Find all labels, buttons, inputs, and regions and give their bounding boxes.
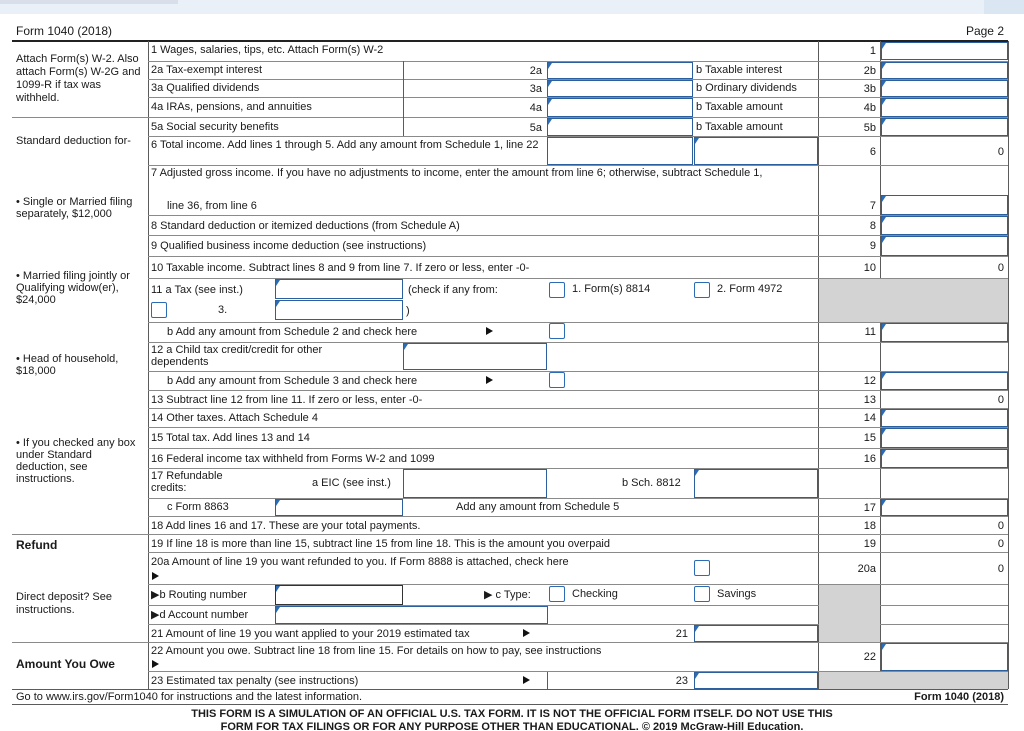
line-14-num: 14	[863, 412, 876, 424]
line-5b-label: b Taxable amount	[696, 121, 783, 133]
attach-note: Attach Form(s) W-2. Also attach Form(s) W-2G and 1099-R if tax was withheld.	[16, 53, 141, 104]
line-2b-input[interactable]	[881, 62, 1008, 79]
page-number: Page 2	[965, 24, 1004, 38]
line-20a-label: 20a Amount of line 19 you want refunded to you. If Form 8888 is attached, check here	[151, 556, 569, 568]
line-21-num: 21	[675, 628, 688, 640]
std-deduction-label: Standard deduction for-	[16, 135, 131, 147]
line-5a-num: 5a	[529, 122, 542, 134]
line-22-num: 22	[863, 651, 876, 663]
col-rule	[403, 61, 404, 136]
row-rule	[148, 448, 1008, 449]
line-21-input[interactable]	[694, 625, 818, 642]
refund-rule	[12, 534, 148, 535]
line-7-num: 7	[869, 200, 876, 212]
line-13-label: 13 Subtract line 12 from line 11. If zero or less, enter -0-	[151, 394, 423, 406]
savings-label: Savings	[717, 588, 757, 600]
line-5b-input[interactable]	[881, 118, 1008, 136]
line-10-label: 10 Taxable income. Subtract lines 8 and 9 from line 7. If zero or less, enter -0-	[151, 262, 530, 274]
row-rule	[148, 534, 1008, 535]
std-married: • Married filing jointly or Qualifying widow(er), $24,000	[16, 270, 130, 306]
form-4972-checkbox[interactable]	[694, 282, 710, 298]
account-number-input[interactable]	[275, 606, 548, 624]
line-11a-tax-input[interactable]	[275, 279, 403, 299]
form-8888-checkbox[interactable]	[694, 560, 710, 576]
std-single: • Single or Married filing separately, $12,000	[16, 196, 133, 220]
line-3b-label: b Ordinary dividends	[696, 82, 797, 94]
line-1-input[interactable]	[881, 42, 1008, 60]
line-23-num: 23	[675, 675, 688, 687]
line-4b-input[interactable]	[881, 98, 1008, 117]
line-1-label: 1 Wages, salaries, tips, etc. Attach Form(s) W-2	[151, 44, 384, 56]
form-4972-label: 2. Form 4972	[717, 283, 783, 295]
disclaimer-line-2: FORM FOR TAX FILINGS OR FOR ANY PURPOSE OTHER THAN EDUCATIONAL. © 2019 McGraw-Hill Education.	[220, 721, 804, 731]
line-15-label: 15 Total tax. Add lines 13 and 14	[151, 432, 310, 444]
line-11-input[interactable]	[881, 323, 1008, 342]
line-13-num: 13	[863, 394, 876, 406]
bottom-rule	[12, 689, 1008, 690]
line-19-num: 19	[863, 538, 876, 550]
checking-checkbox[interactable]	[549, 586, 565, 602]
form-8814-checkbox[interactable]	[549, 282, 565, 298]
owe-rule	[12, 642, 148, 643]
line-3a-label: 3a Qualified dividends	[151, 82, 260, 94]
line-12a-label: 12 a Child tax credit/credit for other dependents	[151, 344, 323, 368]
line-11a-close: )	[406, 305, 410, 317]
line-10-num: 10	[863, 262, 876, 274]
line-17b-label: b Sch. 8812	[622, 477, 681, 489]
row-rule	[148, 468, 1008, 469]
shaded-20	[819, 585, 880, 642]
line-22-input[interactable]	[881, 643, 1008, 671]
line-11-num: 11	[864, 326, 876, 338]
line-5a-label: 5a Social security benefits	[151, 121, 279, 133]
form-other-label: 3.	[218, 304, 228, 316]
line-18-num: 18	[863, 520, 876, 532]
footer-rule	[12, 704, 1008, 705]
line-12b-label: b Add any amount from Schedule 3 and check here	[167, 375, 418, 387]
row-rule	[148, 390, 1008, 391]
line-6-blank-box	[547, 137, 693, 165]
form-title: Form 1040 (2018)	[16, 24, 113, 38]
line-14-input[interactable]	[881, 409, 1008, 427]
line-6-value: 0	[997, 146, 1004, 158]
row-rule	[148, 342, 1008, 343]
line-3a-num: 3a	[529, 83, 542, 95]
line-12-num: 12	[863, 375, 876, 387]
amount-col-divider-mid	[880, 41, 881, 689]
line-3a-input[interactable]	[547, 80, 693, 97]
row-rule	[148, 427, 1008, 428]
footer-form-title: Form 1040 (2018)	[914, 691, 1004, 703]
line-15-input[interactable]	[881, 428, 1008, 448]
line-23-label: 23 Estimated tax penalty (see instructions)	[151, 675, 359, 687]
line-9-num: 9	[869, 240, 876, 252]
line-4a-input[interactable]	[547, 98, 693, 117]
shaded-11a	[819, 279, 1008, 322]
form-other-checkbox[interactable]	[151, 302, 167, 318]
line-11a-label: 11 a Tax (see inst.)	[151, 284, 243, 296]
line-10-value: 0	[997, 262, 1004, 274]
line-3b-num: 3b	[863, 83, 876, 95]
line-1-num: 1	[869, 45, 876, 57]
left-col-divider	[148, 41, 149, 689]
direct-deposit-note: Direct deposit? See instructions.	[16, 591, 112, 616]
routing-number-input[interactable]	[275, 585, 403, 605]
row-rule	[148, 408, 1008, 409]
line-16-num: 16	[863, 453, 876, 465]
line-2b-num: 2b	[863, 65, 876, 77]
checking-label: Checking	[572, 588, 618, 600]
left-rule	[12, 117, 148, 118]
row-rule	[148, 165, 1008, 166]
line-19-value: 0	[997, 538, 1004, 550]
col-rule	[547, 672, 548, 689]
line-17d-label: Add any amount from Schedule 5	[456, 501, 620, 513]
row-rule	[148, 256, 1008, 257]
line-22-label: 22 Amount you owe. Subtract line 18 from line 15. For details on how to pay, see instructions	[151, 645, 602, 657]
row-rule	[148, 642, 1008, 643]
line-9-label: 9 Qualified business income deduction (see instructions)	[151, 240, 427, 252]
arrow-icon	[486, 376, 493, 384]
line-17b-input[interactable]	[694, 469, 818, 498]
line-3b-input[interactable]	[881, 80, 1008, 97]
amount-col-divider-right	[1008, 41, 1009, 689]
shaded-23	[819, 672, 1008, 689]
arrow-icon	[486, 327, 493, 335]
line-20c-label: ▶ c Type:	[484, 589, 531, 601]
line-14-label: 14 Other taxes. Attach Schedule 4	[151, 412, 318, 424]
line-6-label: 6 Total income. Add lines 1 through 5. Add any amount from Schedule 1, line 22	[151, 139, 539, 151]
header-rule	[12, 40, 1008, 42]
line-16-input[interactable]	[881, 449, 1008, 468]
line-5a-input[interactable]	[547, 118, 693, 136]
line-2a-label: 2a Tax-exempt interest	[151, 64, 263, 76]
disclaimer-line-1: THIS FORM IS A SIMULATION OF AN OFFICIAL U.S. TAX FORM. IT IS NOT THE OFFICIAL FORM ITSELF. DO NOT USE THIS	[191, 708, 833, 720]
amount-owe-heading: Amount You Owe	[16, 657, 115, 671]
row-rule	[148, 552, 1008, 553]
line-4b-label: b Taxable amount	[696, 101, 783, 113]
line-12-input[interactable]	[881, 372, 1008, 390]
line-7-label-cont: line 36, from line 6	[167, 200, 257, 212]
line-7-input[interactable]	[881, 195, 1008, 215]
line-20d-label: ▶d Account number	[151, 609, 249, 621]
std-checked: • If you checked any box under Standard deduction, see instructions.	[16, 437, 136, 485]
arrow-icon	[523, 629, 530, 637]
line-20a-num: 20a	[857, 563, 876, 575]
line-4b-num: 4b	[863, 102, 876, 114]
line-17-label: 17 Refundable credits:	[151, 470, 223, 494]
line-6-mid-input[interactable]	[694, 137, 818, 165]
line-8-input[interactable]	[881, 216, 1008, 235]
arrow-icon	[523, 676, 530, 684]
line-12a-input[interactable]	[403, 343, 547, 370]
footer-instructions: Go to www.irs.gov/Form1040 for instructions and the latest information.	[16, 691, 363, 703]
line-17a-label: a EIC (see inst.)	[312, 477, 391, 489]
line-17c-label: c Form 8863	[167, 501, 229, 513]
std-hoh: • Head of household, $18,000	[16, 353, 119, 377]
line-23-input[interactable]	[694, 672, 818, 689]
line-20b-label: ▶b Routing number	[151, 589, 247, 601]
line-17a-input[interactable]	[403, 469, 547, 498]
line-5b-num: 5b	[863, 122, 876, 134]
row-rule	[148, 371, 1008, 372]
line-18-value: 0	[997, 520, 1004, 532]
schedule-2-checkbox[interactable]	[549, 323, 565, 339]
line-6-num: 6	[869, 146, 876, 158]
line-8-num: 8	[869, 220, 876, 232]
top-strip	[0, 0, 1024, 14]
row-rule	[148, 235, 1008, 236]
line-20a-value: 0	[997, 563, 1004, 575]
line-19-label: 19 If line 18 is more than line 15, subtract line 15 from line 18. This is the amount you overpaid	[151, 538, 610, 550]
line-8-label: 8 Standard deduction or itemized deductions (from Schedule A)	[151, 220, 460, 232]
line-9-input[interactable]	[881, 236, 1008, 256]
line-17-num: 17	[863, 502, 876, 514]
line-18-label: 18 Add lines 16 and 17. These are your total payments.	[151, 520, 421, 532]
line-2b-label: b Taxable interest	[696, 64, 783, 76]
row-rule	[148, 215, 1008, 216]
line-17c-input[interactable]	[275, 499, 403, 516]
line-17-input[interactable]	[881, 499, 1008, 516]
schedule-3-checkbox[interactable]	[549, 372, 565, 388]
refund-heading: Refund	[16, 538, 58, 552]
line-21-label: 21 Amount of line 19 you want applied to your 2019 estimated tax	[151, 628, 470, 640]
line-11a-check-label: (check if any from:	[408, 284, 498, 296]
line-4a-num: 4a	[529, 102, 542, 114]
line-13-value: 0	[997, 394, 1004, 406]
line-4a-label: 4a IRAs, pensions, and annuities	[151, 101, 312, 113]
arrow-icon	[152, 660, 159, 668]
form-other-input[interactable]	[275, 300, 403, 320]
line-16-label: 16 Federal income tax withheld from Forms W-2 and 1099	[151, 453, 435, 465]
line-11b-label: b Add any amount from Schedule 2 and check here	[167, 326, 418, 338]
line-15-num: 15	[863, 432, 876, 444]
line-2a-input[interactable]	[547, 62, 693, 79]
row-rule	[148, 322, 1008, 323]
form-8814-label: 1. Form(s) 8814	[572, 283, 651, 295]
arrow-icon	[152, 572, 159, 580]
savings-checkbox[interactable]	[694, 586, 710, 602]
line-7-label: 7 Adjusted gross income. If you have no adjustments to income, enter the amount from line 6; otherwise, subtract Schedule 1,	[151, 167, 763, 179]
row-rule	[148, 516, 1008, 517]
line-2a-num: 2a	[529, 65, 542, 77]
